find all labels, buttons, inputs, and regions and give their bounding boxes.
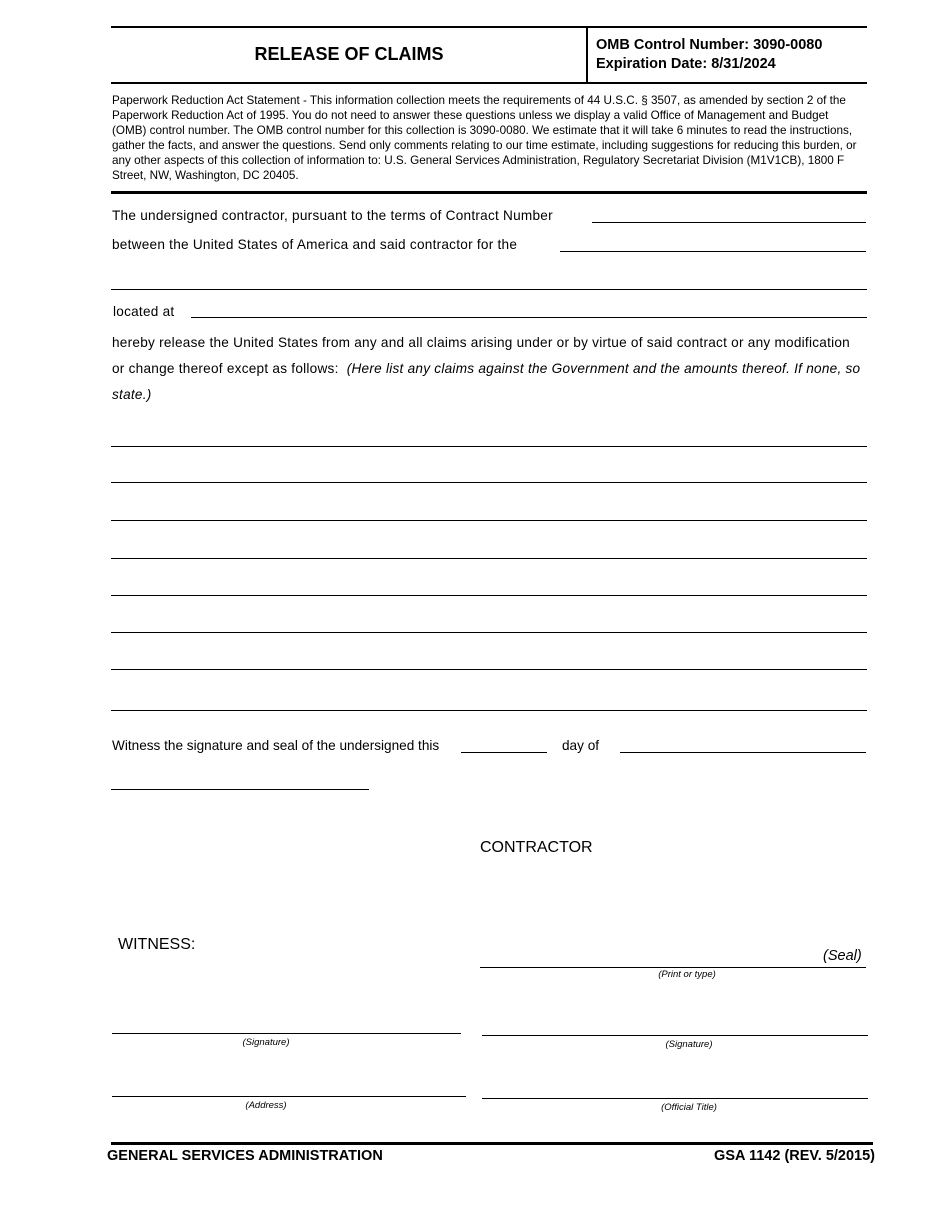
location-field[interactable] [191, 295, 871, 319]
day-of-label: day of [562, 738, 600, 753]
contract-purpose-continued-field[interactable] [111, 267, 871, 291]
witness-signature-field[interactable] [112, 1010, 465, 1034]
between-label: between the United States of America and said contractor for the [112, 237, 518, 252]
contract-purpose-field[interactable] [560, 229, 870, 253]
header-top-rule [111, 26, 867, 28]
contractor-signature-field[interactable] [482, 1012, 872, 1036]
statement-bottom-rule [111, 191, 867, 194]
header-bottom-rule [111, 82, 867, 84]
contractor-signature-caption: (Signature) [665, 1039, 713, 1050]
witness-signature-label: Witness the signature and seal of the undersigned this [112, 738, 440, 753]
witness-signature-caption: (Signature) [242, 1037, 290, 1048]
release-instruction: (Here list any claims against the Government and the amounts thereof. If none, so state.) [112, 361, 861, 402]
month-field[interactable] [620, 730, 870, 754]
witness-address-field[interactable] [112, 1073, 470, 1097]
seal-label: (Seal) [823, 948, 862, 964]
witness-label: WITNESS: [118, 936, 196, 953]
year-field[interactable] [111, 767, 373, 791]
form-title: RELEASE OF CLAIMS [254, 44, 444, 64]
omb-control-number: OMB Control Number: 3090-0080 [596, 37, 823, 53]
located-at-label: located at [113, 304, 175, 319]
footer-form-number: GSA 1142 (REV. 5/2015) [714, 1148, 875, 1164]
release-statement [112, 330, 862, 408]
release-text: hereby release the United States from any and all claims arising under or by virtue of said contract or any modification or change thereof except as follows: [112, 335, 850, 376]
footer-rule [111, 1142, 873, 1145]
contractor-name-field[interactable] [480, 944, 814, 968]
contract-number-label: The undersigned contractor, pursuant to the terms of Contract Number [112, 208, 553, 223]
paperwork-reduction-statement: Paperwork Reduction Act Statement - This information collection meets the requirements of 44 U.S.C. § 3507, as amended by section 2 of the Paperwork Reduction Act of 1995. You do not need to answer these questions unless we display a valid Office of Management and Budget (OMB) control number. The OMB control number for this collection is 3090-0080. We estimate that it will take 6 minutes to read the instructions, gather the facts, and answer the questions. Send only comments relating to our time estimate, including suggestions for reducing this burden, or any other aspects of this collection of information to: U.S. General Services Administration, Regulatory Secretariat Division (M1V1CB), 1800 F Street, NW, Washington, DC 20405. [112, 94, 857, 182]
contract-number-field[interactable] [592, 200, 870, 224]
print-or-type-caption: (Print or type) [658, 969, 716, 980]
contractor-label: CONTRACTOR [480, 839, 593, 856]
address-caption: (Address) [245, 1100, 287, 1111]
claims-text-area[interactable] [111, 420, 871, 712]
footer-agency: GENERAL SERVICES ADMINISTRATION [107, 1148, 383, 1164]
official-title-field[interactable] [482, 1075, 872, 1099]
day-field[interactable] [461, 730, 551, 754]
expiration-date: Expiration Date: 8/31/2024 [596, 56, 776, 72]
official-title-caption: (Official Title) [661, 1102, 717, 1113]
